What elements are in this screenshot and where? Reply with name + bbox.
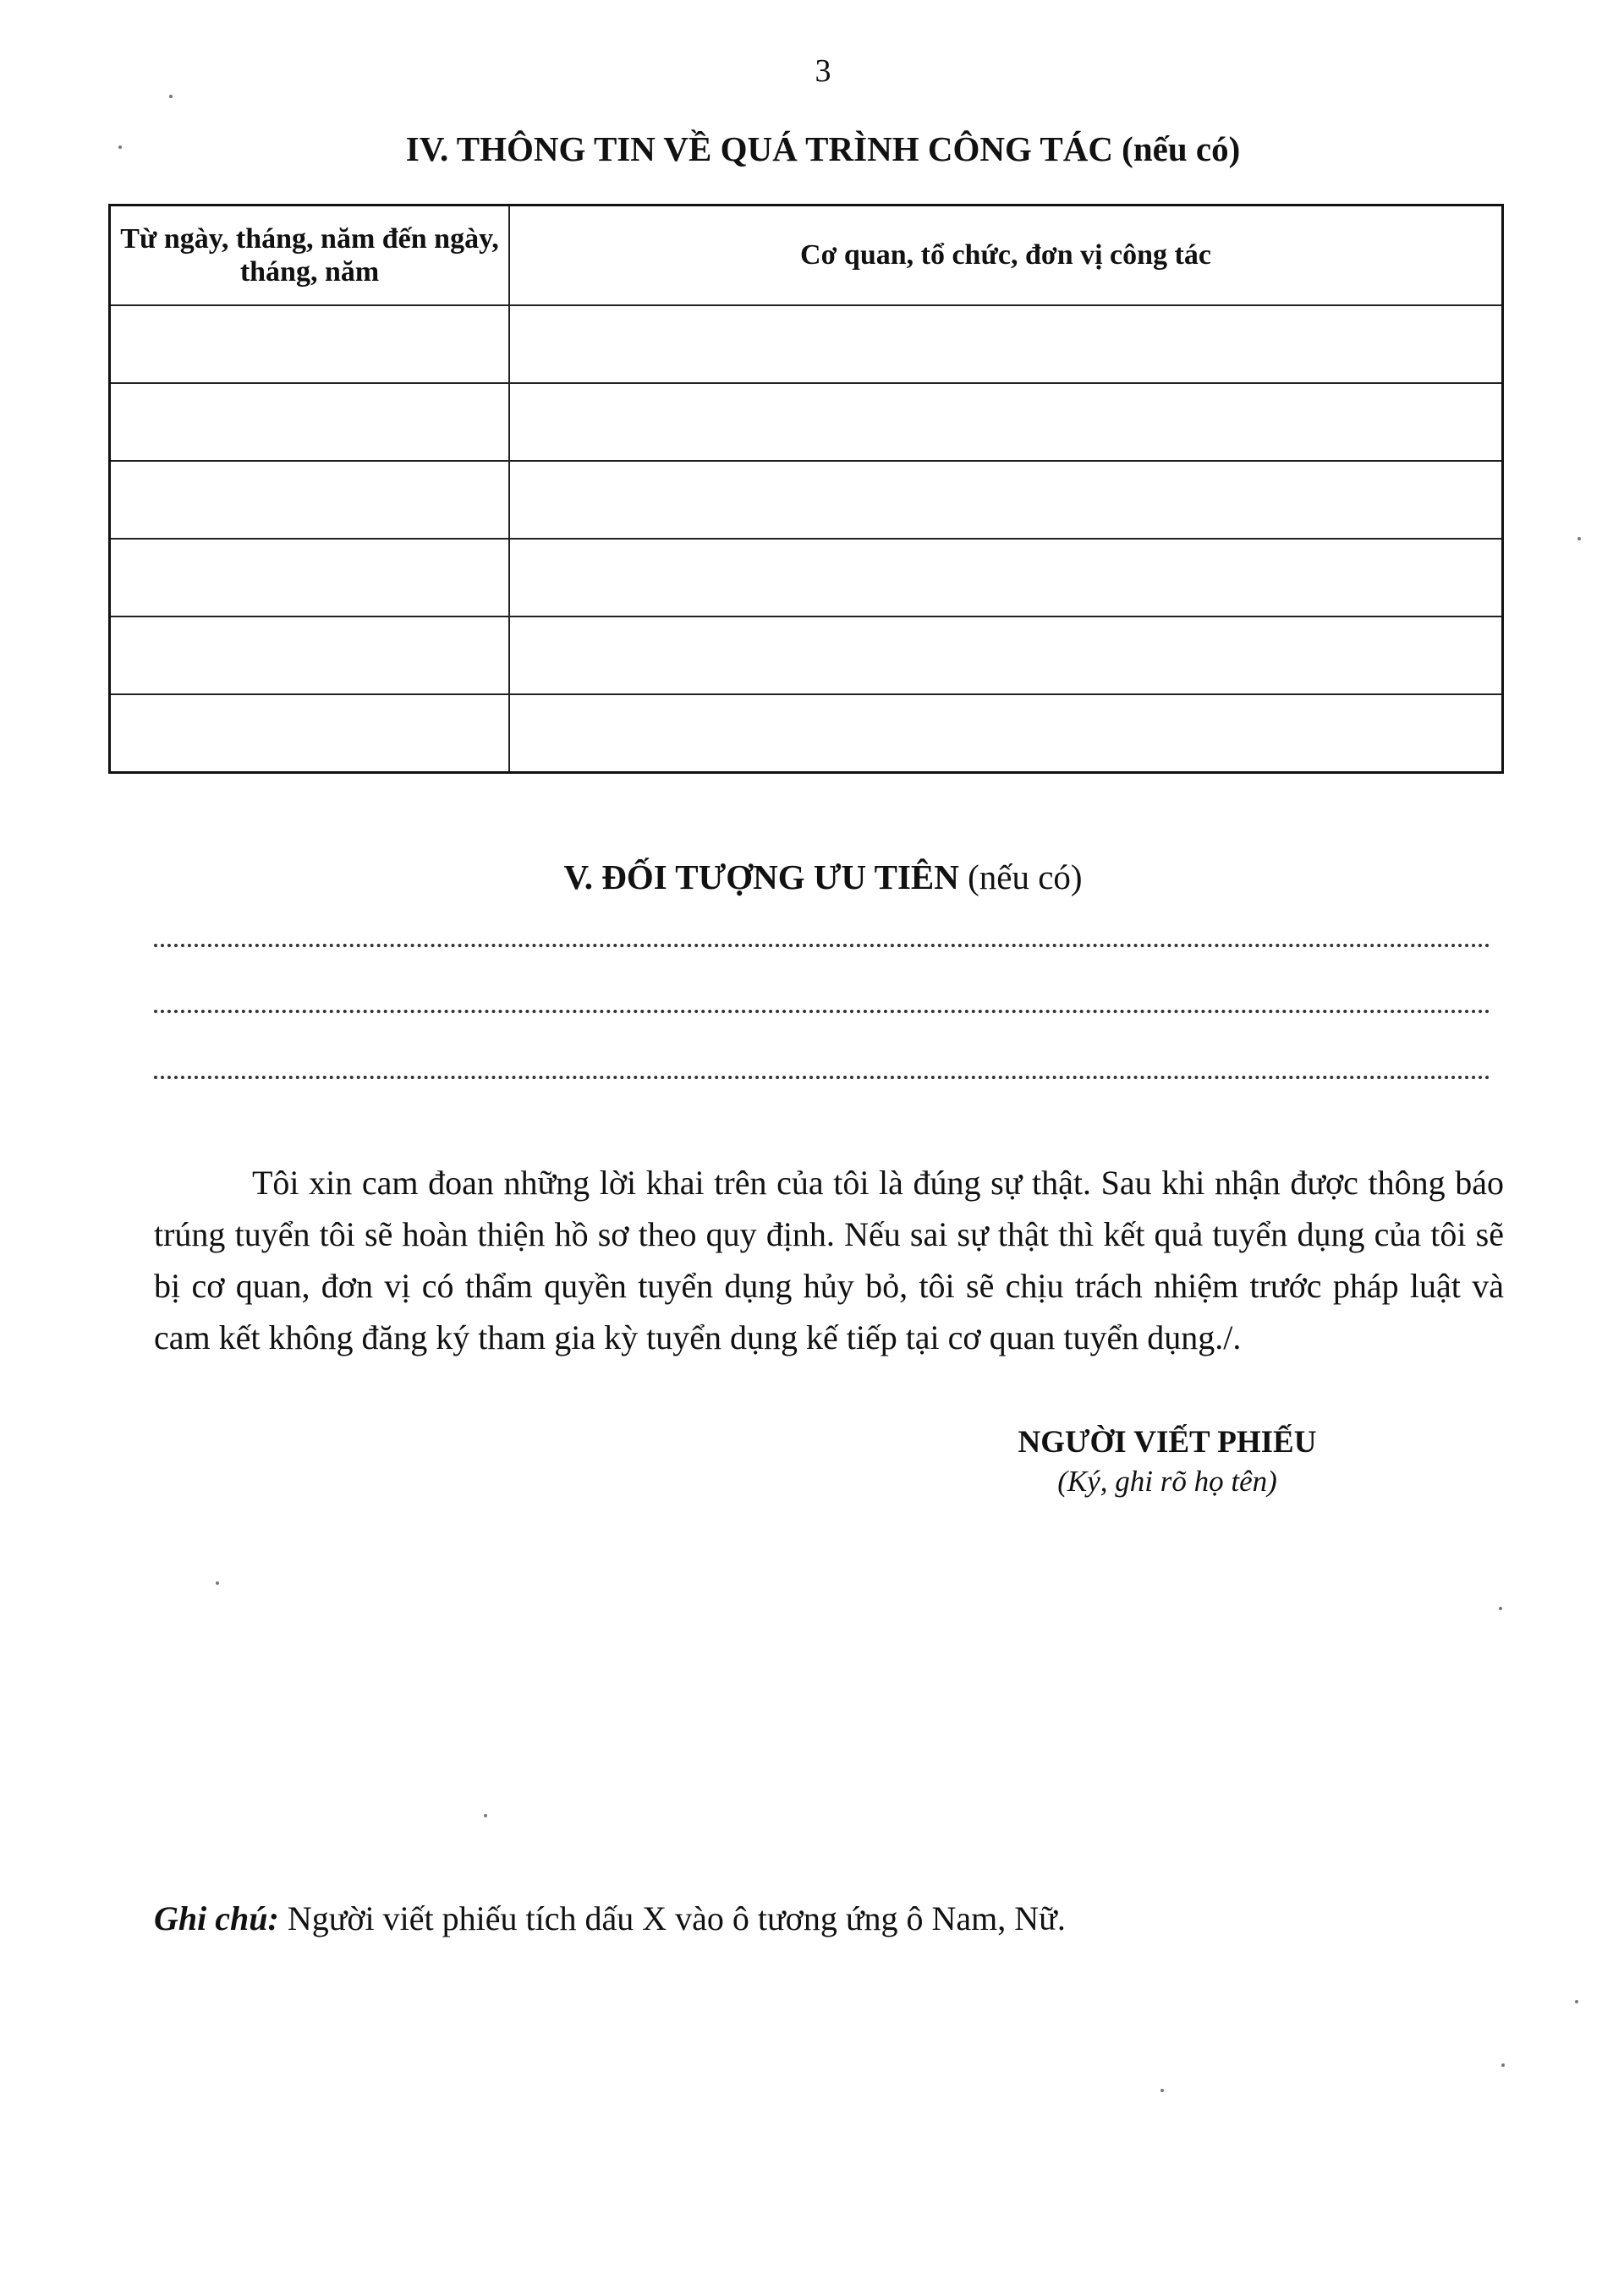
table-row — [110, 383, 1503, 461]
section-iv-title — [0, 129, 1624, 169]
priority-fill-line[interactable] — [154, 1010, 1490, 1013]
table-row — [110, 616, 1503, 694]
organization-cell[interactable] — [509, 539, 1503, 616]
header-organization: Cơ quan, tổ chức, đơn vị công tác — [509, 205, 1503, 306]
date-range-cell[interactable] — [110, 616, 510, 694]
section-v-heading: V. ĐỐI TƯỢNG ƯU TIÊN — [563, 858, 959, 896]
scan-speck — [1577, 537, 1581, 540]
signature-block — [981, 1423, 1353, 1501]
header-date-range: Từ ngày, tháng, năm đến ngày, tháng, năm — [110, 205, 510, 306]
scan-speck — [169, 95, 173, 98]
signer-role: NGƯỜI VIẾT PHIẾU — [1018, 1425, 1317, 1460]
organization-cell[interactable] — [509, 616, 1503, 694]
scan-speck — [1160, 2089, 1164, 2092]
scan-speck — [1499, 1607, 1502, 1610]
section-iv-heading: IV. THÔNG TIN VỀ QUÁ TRÌNH CÔNG TÁC — [405, 129, 1113, 168]
table-header-row — [110, 205, 1503, 306]
scan-speck — [1501, 2063, 1505, 2067]
footnote — [154, 1899, 1066, 1938]
table-row — [110, 694, 1503, 773]
organization-cell[interactable] — [509, 694, 1503, 773]
work-history-table — [108, 204, 1504, 774]
section-v-title — [0, 857, 1624, 897]
table-row — [110, 461, 1503, 539]
scan-speck — [484, 1814, 487, 1817]
priority-fill-line[interactable] — [154, 944, 1490, 947]
priority-fill-line[interactable] — [154, 1076, 1490, 1079]
section-iv-note: (nếu có) — [1122, 129, 1241, 168]
date-range-cell[interactable] — [110, 539, 510, 616]
table-row — [110, 539, 1503, 616]
signature-hint: (Ký, ghi rõ họ tên) — [1057, 1465, 1277, 1498]
table-row — [110, 305, 1503, 383]
organization-cell[interactable] — [509, 383, 1503, 461]
date-range-cell[interactable] — [110, 694, 510, 773]
page-number: 3 — [815, 53, 831, 89]
scan-speck — [1575, 2000, 1578, 2003]
organization-cell[interactable] — [509, 305, 1503, 383]
date-range-cell[interactable] — [110, 461, 510, 539]
scan-speck — [118, 145, 122, 149]
footnote-label: Ghi chú: — [154, 1899, 279, 1937]
scan-speck — [216, 1581, 219, 1585]
footnote-text: Người viết phiếu tích dấu X vào ô tương ứng ô Nam, Nữ. — [287, 1899, 1066, 1937]
organization-cell[interactable] — [509, 461, 1503, 539]
date-range-cell[interactable] — [110, 383, 510, 461]
date-range-cell[interactable] — [110, 305, 510, 383]
section-v-note: (nếu có) — [968, 858, 1083, 896]
declaration-paragraph: Tôi xin cam đoan những lời khai trên của tôi là đúng sự thật. Sau khi nhận được thông báo trúng tuyển tôi sẽ hoàn thiện hồ sơ theo quy định. Nếu sai sự thật thì kết quả tuyển dụng của tôi sẽ bị cơ quan, đơn vị có thẩm quyền tuyển dụng hủy bỏ, tôi sẽ chịu trách nhiệm trước pháp luật và cam kết không đăng ký tham gia kỳ tuyển dụng kế tiếp tại cơ quan tuyển dụng./. — [154, 1164, 1504, 1356]
